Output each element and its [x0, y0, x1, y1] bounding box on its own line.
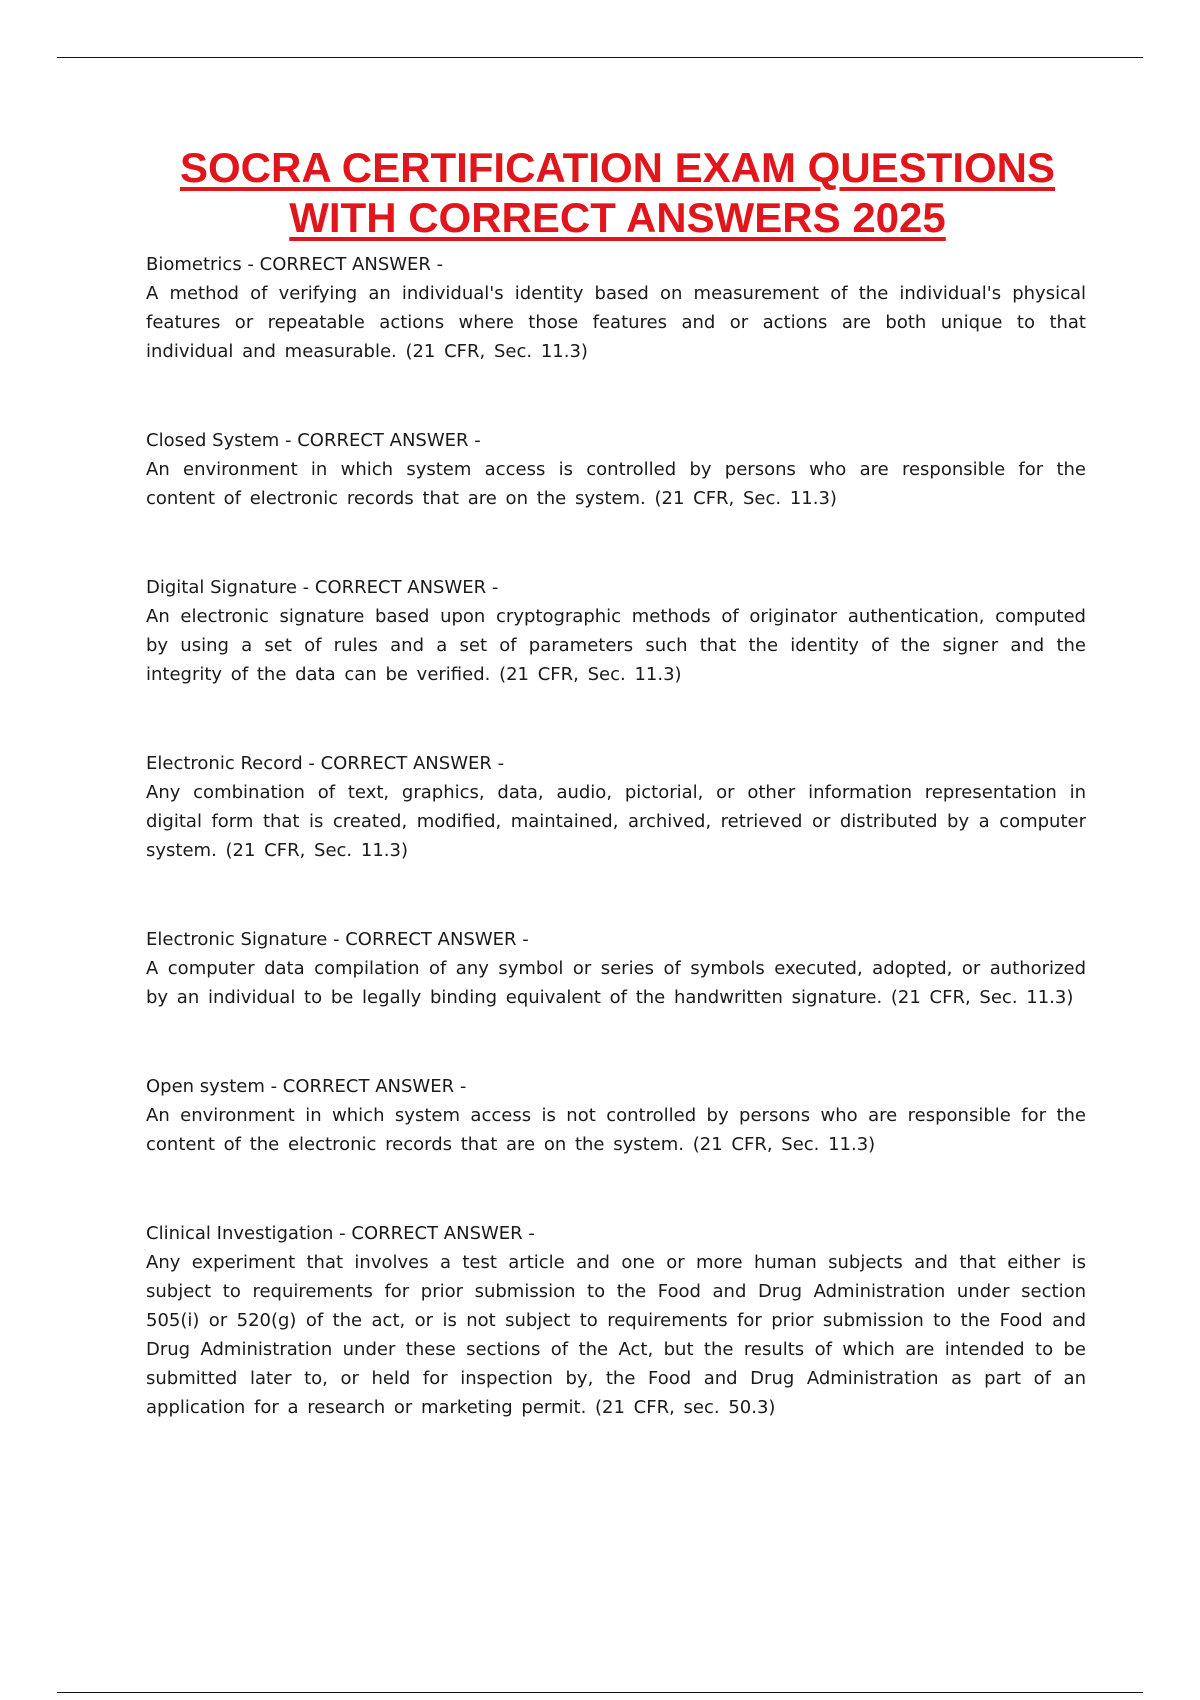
title-line-1: SOCRA CERTIFICATION EXAM QUESTIONS [179, 144, 1056, 191]
entry-definition: A computer data compilation of any symbol or series of symbols executed, adopted, or authorized by an individual to be legally binding equivalent of the handwritten signature. (21 CFR, Sec. 11.3) [146, 958, 1086, 1008]
entry-term: Biometrics - CORRECT ANSWER - [146, 254, 444, 275]
entry-definition: An environment in which system access is controlled by persons who are responsible for the content of electronic records that are on the system. (21 CFR, Sec. 11.3) [146, 459, 1086, 509]
title-line-2: WITH CORRECT ANSWERS 2025 [289, 194, 946, 241]
top-rule [57, 57, 1143, 58]
document-title [140, 143, 1095, 243]
entry-term: Clinical Investigation - CORRECT ANSWER - [146, 1223, 535, 1244]
qa-entry [146, 250, 1086, 366]
qa-list [146, 250, 1086, 1422]
entry-term: Open system - CORRECT ANSWER - [146, 1076, 467, 1097]
qa-entry [146, 1219, 1086, 1422]
qa-entry [146, 426, 1086, 513]
entry-term: Digital Signature - CORRECT ANSWER - [146, 577, 499, 598]
qa-entry [146, 749, 1086, 865]
entry-definition: An electronic signature based upon cryptographic methods of originator authentication, computed by using a set of rules and a set of parameters such that the identity of the signer and the integrity of the data can be verified. (21 CFR, Sec. 11.3) [146, 606, 1086, 685]
bottom-rule [57, 1692, 1143, 1693]
entry-term: Closed System - CORRECT ANSWER - [146, 430, 481, 451]
entry-definition: A method of verifying an individual's identity based on measurement of the individual's physical features or repeatable actions where those features and or actions are both unique to that individual and measurable. (21 CFR, Sec. 11.3) [146, 283, 1086, 362]
entry-term: Electronic Signature - CORRECT ANSWER - [146, 929, 529, 950]
entry-definition: Any experiment that involves a test article and one or more human subjects and that either is subject to requirements for prior submission to the Food and Drug Administration under section 505(i) or 520(g) of the act, or is not subject to requirements for prior submission to the Food and Drug Administration under these sections of the Act, but the results of which are intended to be submitted later to, or held for inspection by, the Food and Drug Administration as part of an application for a research or marketing permit. (21 CFR, sec. 50.3) [146, 1252, 1086, 1418]
qa-entry [146, 1072, 1086, 1159]
entry-definition: An environment in which system access is not controlled by persons who are responsible for the content of the electronic records that are on the system. (21 CFR, Sec. 11.3) [146, 1105, 1086, 1155]
qa-entry [146, 573, 1086, 689]
entry-definition: Any combination of text, graphics, data, audio, pictorial, or other information representation in digital form that is created, modified, maintained, archived, retrieved or distributed by a computer system. (21 CFR, Sec. 11.3) [146, 782, 1086, 861]
qa-entry [146, 925, 1086, 1012]
entry-term: Electronic Record - CORRECT ANSWER - [146, 753, 505, 774]
